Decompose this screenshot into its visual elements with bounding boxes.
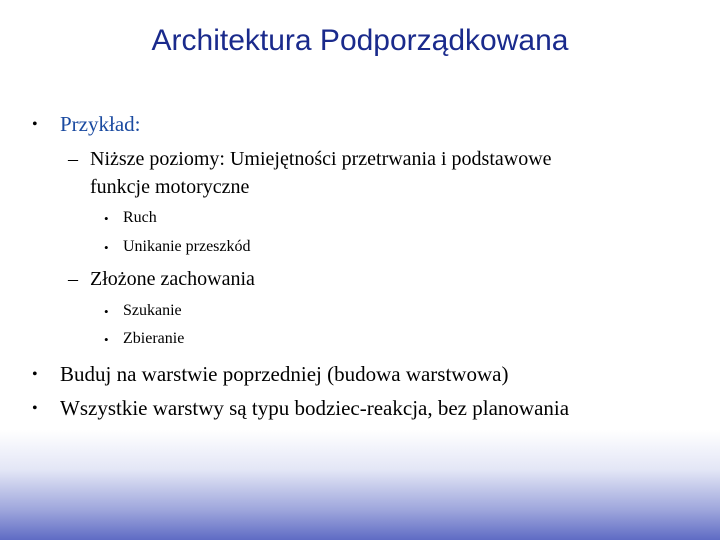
dash-icon: – [68,268,78,290]
bullet-icon: • [104,332,109,347]
dash-icon: – [68,148,78,170]
move-text: Ruch [123,209,157,226]
example-label: Przykład: [60,112,141,136]
build-layer-text: Buduj na warstwie poprzedniej (budowa warstwowa) [60,362,509,386]
bullet-icon: • [104,240,109,255]
bullet-icon: • [32,116,38,133]
lower-levels-text-1: Niższe poziomy: Umiejętności przetrwania i podstawowe [90,148,552,170]
bullet-icon: • [104,211,109,226]
bullet-icon: • [32,366,38,383]
collecting-text: Zbieranie [123,330,185,347]
sub-bullet-lower-levels-cont [90,176,249,199]
bullet-icon: • [32,400,38,417]
all-layers-text: Wszystkie warstwy są typu bodziec-reakcja, bez planowania [60,396,570,420]
slide-title: Architektura Podporządkowana [151,24,569,57]
lower-levels-text-2: funkcje motoryczne [90,176,250,198]
bullet-icon: • [104,304,109,319]
obstacle-text: Unikanie przeszkód [123,238,251,255]
complex-text: Złożone zachowania [90,268,255,290]
searching-text: Szukanie [123,302,182,319]
